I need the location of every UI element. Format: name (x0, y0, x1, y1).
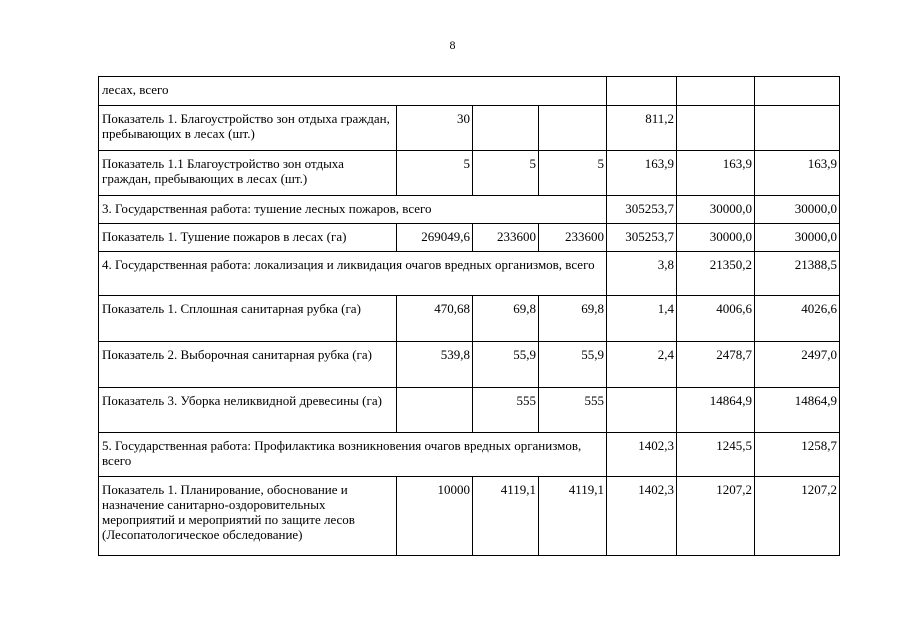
cell-value: 4119,1 (473, 477, 539, 556)
cell-value (607, 388, 677, 433)
table-row (99, 196, 840, 224)
cell-value: 555 (539, 388, 607, 433)
cell-value: 4026,6 (755, 296, 840, 342)
cell-value: 163,9 (677, 151, 755, 196)
cell-value: 1207,2 (677, 477, 755, 556)
cell-value: 233600 (539, 224, 607, 252)
cell-value: 5 (473, 151, 539, 196)
cell-value: 55,9 (539, 342, 607, 388)
cell-value: 1,4 (607, 296, 677, 342)
cell-value: 163,9 (755, 151, 840, 196)
table-row (99, 77, 840, 106)
work-indicators-table (98, 76, 840, 556)
cell-value: 1207,2 (755, 477, 840, 556)
table-row (99, 151, 840, 196)
cell-value: 30000,0 (755, 224, 840, 252)
cell-value: 269049,6 (397, 224, 473, 252)
table-row (99, 224, 840, 252)
cell-value (677, 77, 755, 106)
row-label: 3. Государственная работа: тушение лесных пожаров, всего (99, 196, 607, 224)
cell-value: 1258,7 (755, 433, 840, 477)
cell-value: 14864,9 (677, 388, 755, 433)
cell-value: 5 (397, 151, 473, 196)
cell-value (755, 77, 840, 106)
cell-value: 539,8 (397, 342, 473, 388)
cell-value: 305253,7 (607, 196, 677, 224)
row-label: 5. Государственная работа: Профилактика возникновения очагов вредных организмов, всего (99, 433, 607, 477)
cell-value: 30000,0 (677, 196, 755, 224)
cell-value (677, 106, 755, 151)
cell-value (607, 77, 677, 106)
table-row (99, 477, 840, 556)
row-label: Показатель 2. Выборочная санитарная рубка (га) (99, 342, 397, 388)
table-row (99, 388, 840, 433)
cell-value: 69,8 (473, 296, 539, 342)
cell-value: 811,2 (607, 106, 677, 151)
cell-value: 470,68 (397, 296, 473, 342)
cell-value: 4119,1 (539, 477, 607, 556)
table-row (99, 296, 840, 342)
cell-value: 4006,6 (677, 296, 755, 342)
row-label: Показатель 1. Тушение пожаров в лесах (га) (99, 224, 397, 252)
cell-value: 2497,0 (755, 342, 840, 388)
row-label: Показатель 1. Планирование, обоснование и назначение санитарно-оздоровительных мероприятий и мероприятий по защите лесов (Лесопатологическое обследование) (99, 477, 397, 556)
page-number: 8 (449, 38, 456, 52)
row-label: Показатель 1.1 Благоустройство зон отдыха граждан, пребывающих в лесах (шт.) (99, 151, 397, 196)
table-row (99, 342, 840, 388)
row-label: Показатель 3. Уборка неликвидной древесины (га) (99, 388, 397, 433)
cell-value: 233600 (473, 224, 539, 252)
cell-value: 163,9 (607, 151, 677, 196)
cell-value: 2478,7 (677, 342, 755, 388)
cell-value: 14864,9 (755, 388, 840, 433)
cell-value: 305253,7 (607, 224, 677, 252)
cell-value: 1402,3 (607, 433, 677, 477)
cell-value: 3,8 (607, 252, 677, 296)
cell-value: 1402,3 (607, 477, 677, 556)
cell-value: 555 (473, 388, 539, 433)
table-row (99, 106, 840, 151)
row-label: 4. Государственная работа: локализация и ликвидация очагов вредных организмов, всего (99, 252, 607, 296)
cell-value (539, 106, 607, 151)
cell-value: 2,4 (607, 342, 677, 388)
cell-value (397, 388, 473, 433)
row-label: Показатель 1. Благоустройство зон отдыха граждан, пребывающих в лесах (шт.) (99, 106, 397, 151)
cell-value: 30 (397, 106, 473, 151)
cell-value (755, 106, 840, 151)
table-row (99, 252, 840, 296)
cell-value: 10000 (397, 477, 473, 556)
cell-value: 21350,2 (677, 252, 755, 296)
row-label: Показатель 1. Сплошная санитарная рубка (га) (99, 296, 397, 342)
cell-value: 30000,0 (755, 196, 840, 224)
cell-value: 55,9 (473, 342, 539, 388)
cell-value (473, 106, 539, 151)
cell-value: 1245,5 (677, 433, 755, 477)
cell-value: 21388,5 (755, 252, 840, 296)
table-row (99, 433, 840, 477)
row-label: лесах, всего (99, 77, 607, 106)
cell-value: 5 (539, 151, 607, 196)
cell-value: 69,8 (539, 296, 607, 342)
cell-value: 30000,0 (677, 224, 755, 252)
